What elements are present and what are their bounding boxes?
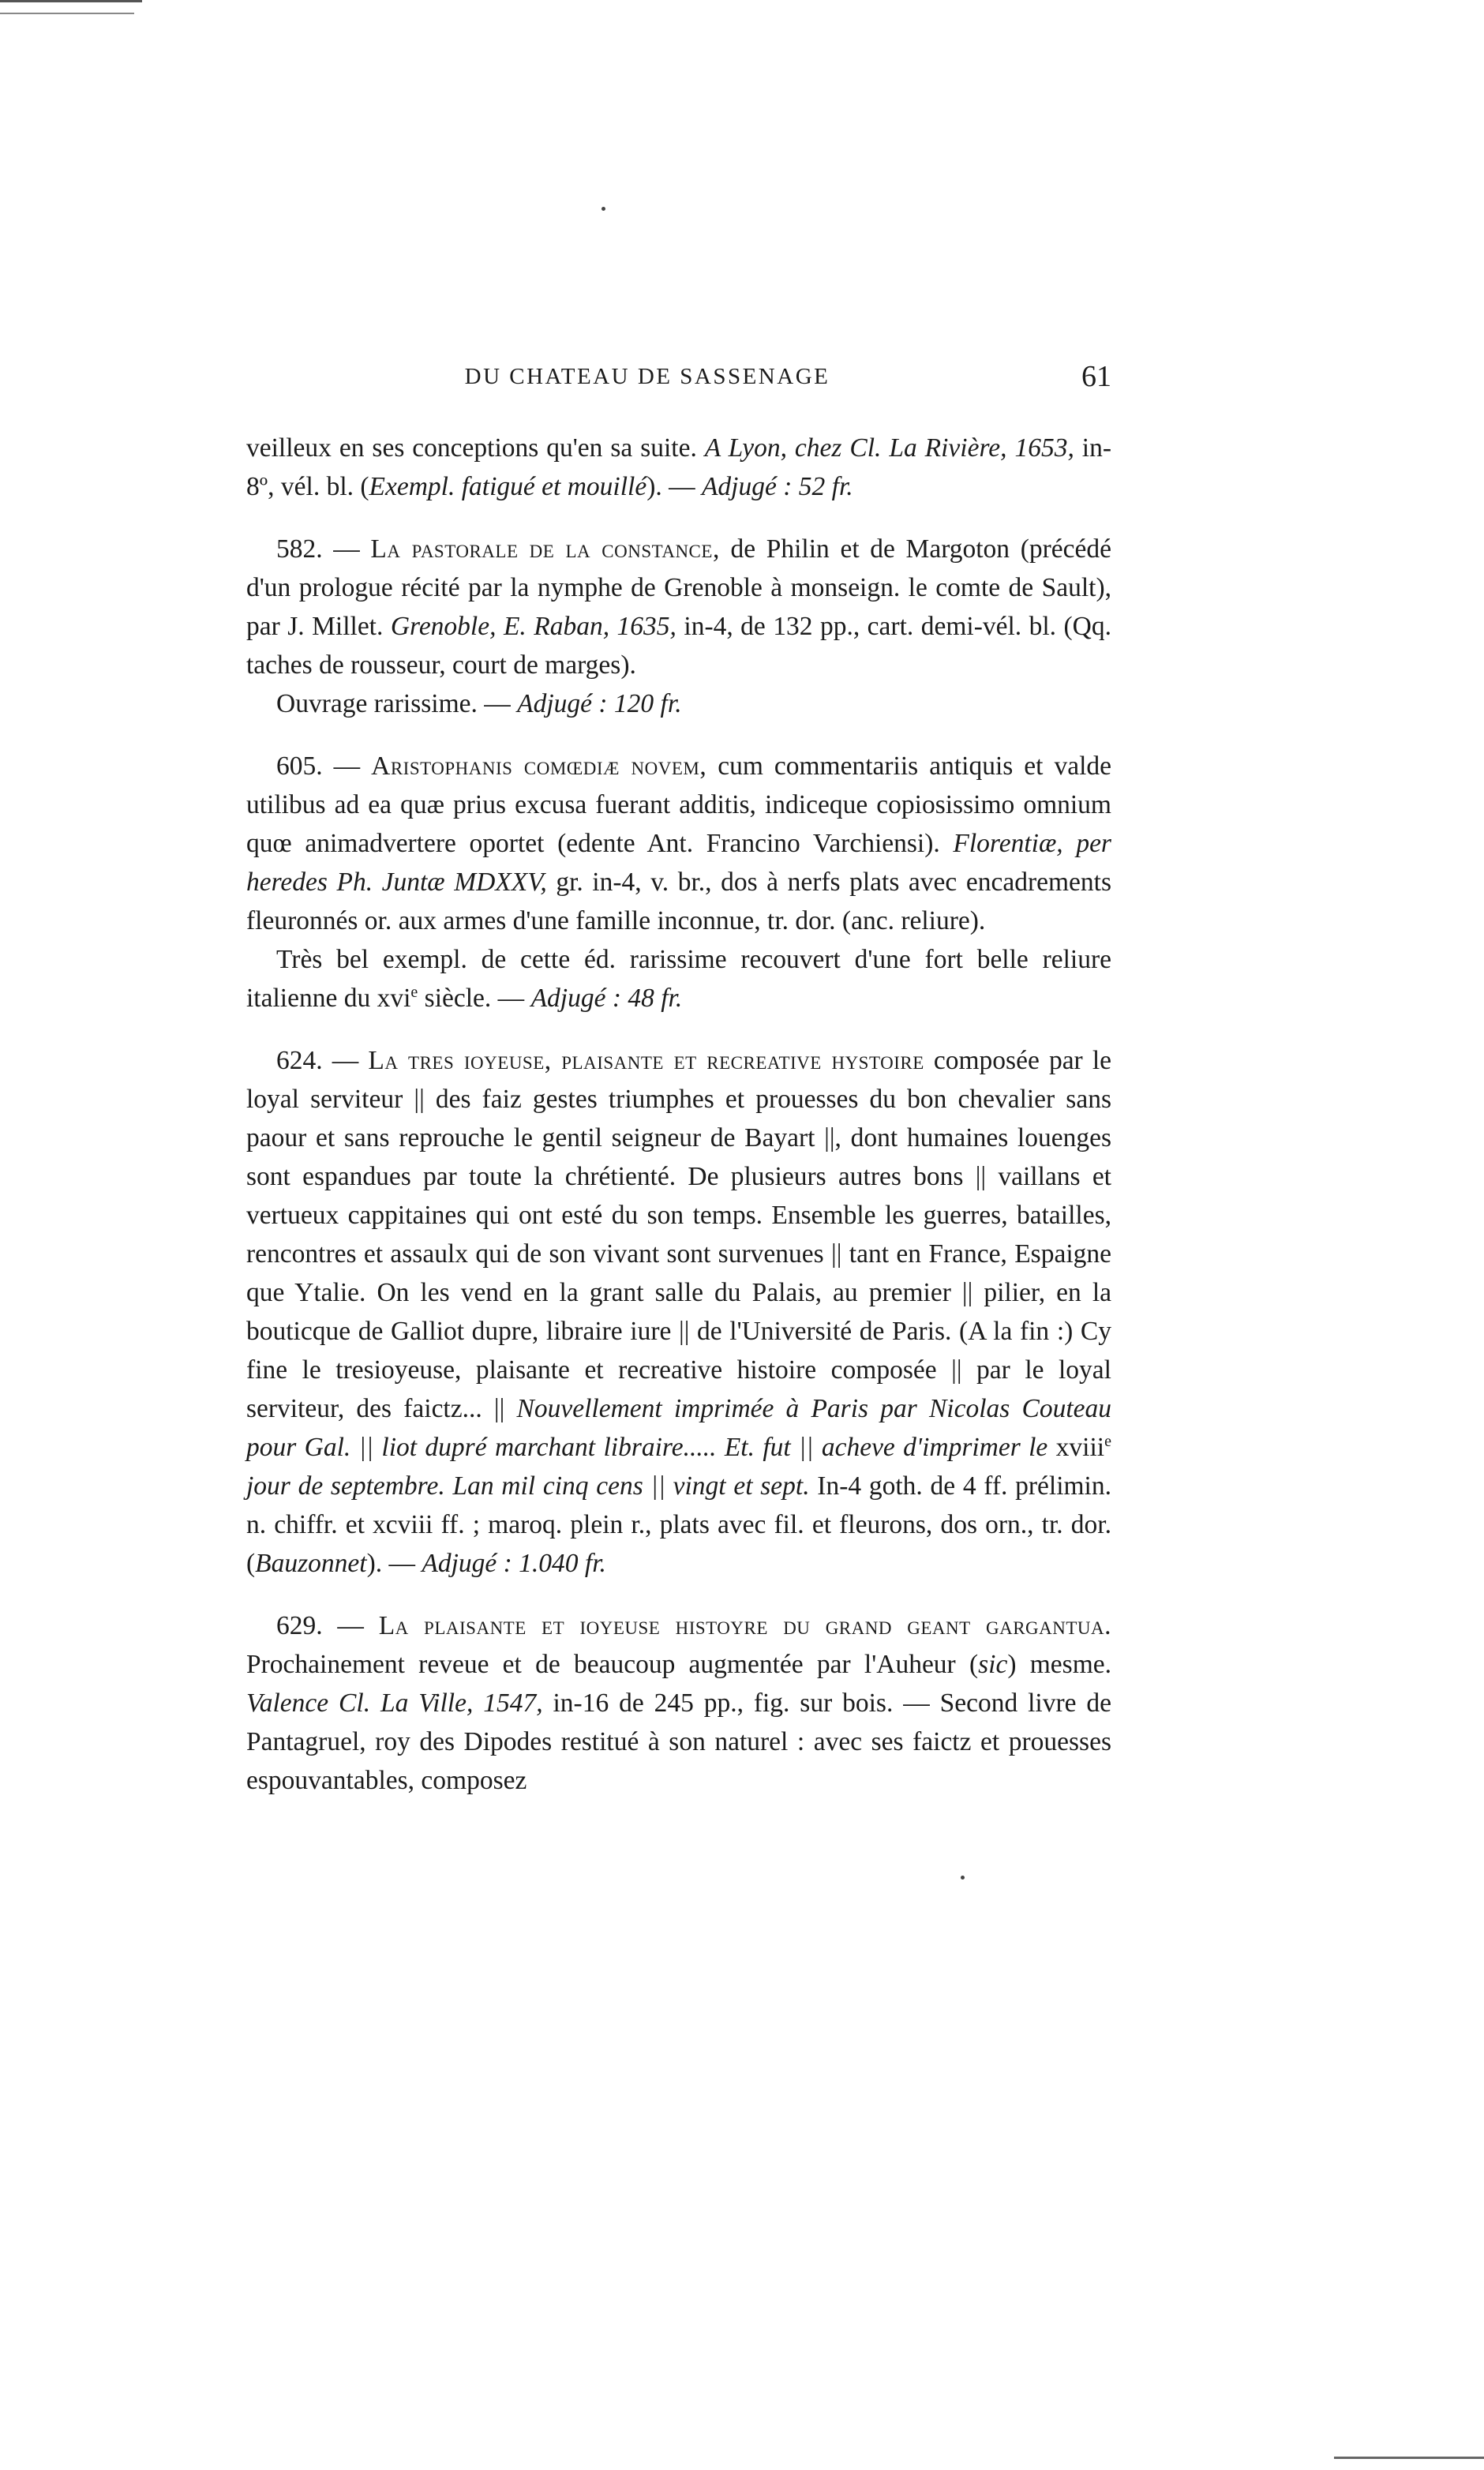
entry-624: 624. — La tres ioyeuse, plaisante et recreative hystoire composée par le loyal serviteur || des faiz gestes triumphes et prouesses du bon chevalier sans paour et sans reprouche le gentil seigneur de Bayart ||, dont humaines louenges sont espandues par toute la chrétienté. De plusieurs autres bons || vaillans et vertueux cappitaines qui ont esté du son temps. Ensemble les guerres, batailles, rencontres et assaulx qui de son vivant sont survenues || tant en France, Espaigne que Ytalie. On les vend en la grant salle du Palais, au premier || pilier, en la bouticque de Galliot dupre, libraire iure || de l'Université de Paris. (A la fin :) Cy fine le tresioyeuse, plaisante et recreative histoire composée || par le loyal serviteur, des faictz... || Nouvellement imprimée à Paris par Nicolas Couteau pour Gal. || liot dupré marchant libraire..... Et. fut || acheve d'imprimer le xviii$^e$ jour de septembre. Lan mil cinq cens || vingt et sept. In-4 goth. de 4 ff. prélimin. n. chiffr. et xcviii ff. ; maroq. plein r., plats avec fil. et fleurons, dos orn., tr. dor. (Bauzonnet). — Adjugé : 1.040 fr.: [246, 1046, 1112, 1578]
bottom-rule: [1334, 2457, 1484, 2459]
entry-582-note: Ouvrage rarissime. — Adjugé : 120 fr.: [276, 689, 682, 718]
running-title: DU CHATEAU DE SASSENAGE: [464, 364, 830, 389]
page-header: [246, 359, 1111, 399]
top-rule-thin: [0, 13, 134, 14]
entry-582: 582. — La pastorale de la constance, de Philin et de Margoton (précédé d'un prologue récité par la nymphe de Grenoble à monseign. le comte de Sault), par J. Millet. Grenoble, E. Raban, 1635, in-4, de 132 pp., cart. demi-vél. bl. (Qq. taches de rousseur, court de marges).: [246, 534, 1111, 680]
top-rule: [0, 0, 142, 2]
entry-continuation: veilleux en ses conceptions qu'en sa suite. A Lyon, chez Cl. La Rivière, 1653, in-8º, vél. bl. (Exempl. fatigué et mouillé). — Adjugé : 52 fr.: [246, 433, 1111, 501]
page-number: 61: [1081, 360, 1111, 393]
ink-speck: [961, 1876, 965, 1880]
entry-605: 605. — Aristophanis comœdiæ novem, cum commentariis antiquis et valde utilibus ad ea quæ prius excusa fuerant additis, indiceque copiosissimo omnium quœ animadvertere oportet (edente Ant. Francino Varchiensi). Florentiæ, per heredes Ph. Juntæ MDXXV, gr. in-4, v. br., dos à nerfs plats avec encadrements fleuronnés or. aux armes d'une famille inconnue, tr. dor. (anc. reliure).: [246, 751, 1112, 935]
entry-629: 629. — La plaisante et ioyeuse histoyre du grand geant gargantua. Prochainement reveue et de beaucoup augmentée par l'Auheur (sic) mesme. Valence Cl. La Ville, 1547, in-16 de 245 pp., fig. sur bois. — Second livre de Pantagruel, roy des Dipodes restitué à son naturel : avec ses faictz et prouesses espouvantables, composez: [246, 1611, 1112, 1795]
ink-speck: [601, 207, 605, 211]
entry-605-note: Très bel exempl. de cette éd. rarissime recouvert d'une fort belle reliure italienne du xvi$^e$ siècle. — Adjugé : 48 fr.: [246, 945, 1111, 1013]
page-content: [246, 359, 1111, 1800]
